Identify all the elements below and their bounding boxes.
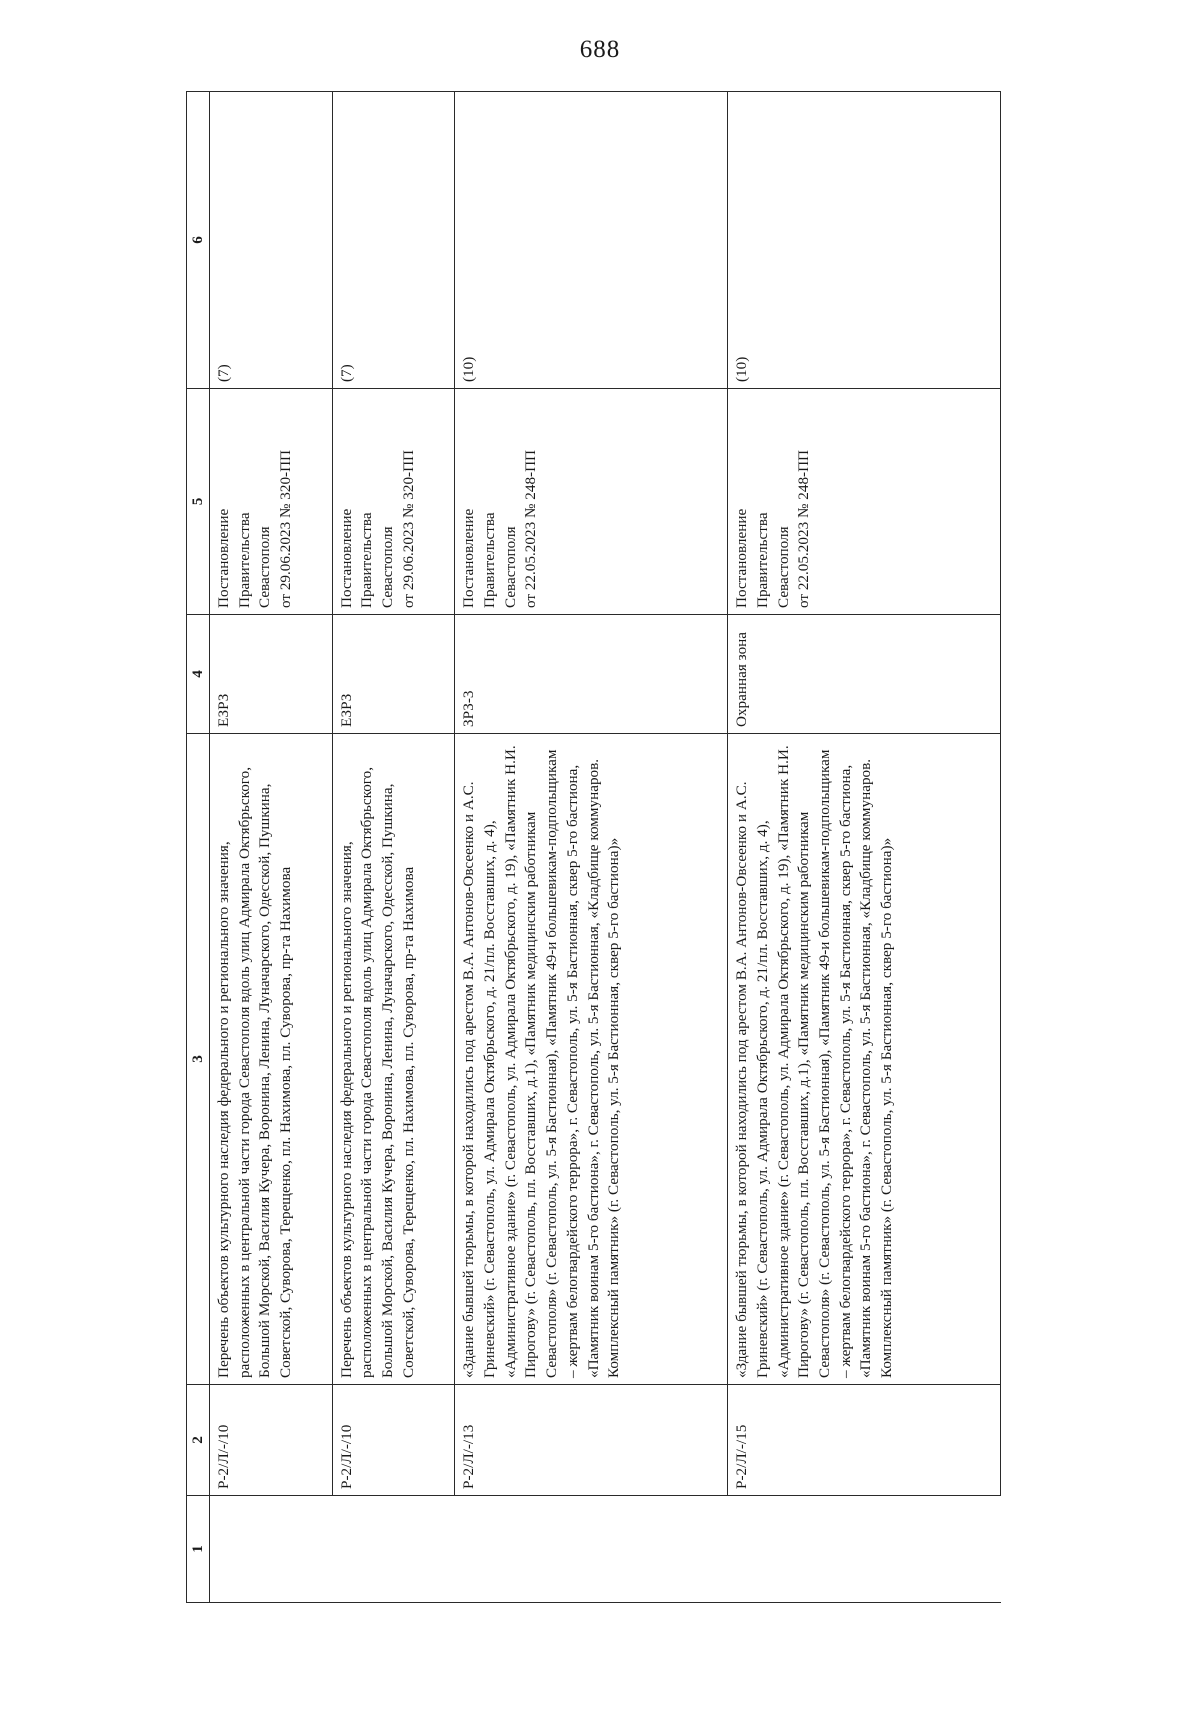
document-line: Постановление (733, 508, 751, 608)
table-row (455, 92, 728, 1603)
document-line: Правительства (358, 512, 376, 608)
row-number-cell (210, 1496, 333, 1603)
row-number-cell (455, 1496, 728, 1603)
code-cell: Р-2/Л/-/10 (210, 1385, 333, 1496)
table-header-row (187, 92, 210, 1603)
objects-table (186, 91, 1001, 1603)
rotated-table-container (186, 98, 1001, 1603)
document-line: Севастополя (501, 526, 519, 608)
document-cell (210, 389, 333, 615)
document-line: Правительства (235, 512, 253, 608)
document-line: от 22.05.2023 № 248-ПП (522, 449, 540, 608)
row-number-cell (332, 1496, 455, 1603)
document-line: Правительства (753, 512, 771, 608)
note-cell: (7) (210, 92, 333, 389)
document-line: от 22.05.2023 № 248-ПП (795, 449, 813, 608)
zone-cell: ЕЗРЗ (332, 615, 455, 734)
row-number-cell (728, 1496, 1001, 1603)
note-cell: (10) (728, 92, 1001, 389)
zone-cell: ЕЗРЗ (210, 615, 333, 734)
document-line: Севастополя (774, 526, 792, 608)
description-cell: «Здание бывшей тюрьмы, в которой находились под арестом В.А. Антонов-Овсеенко и А.С. Гриневский» (г. Севастополь, ул. Адмирала Октябрьского, д. 21/пл. Восставших, д. 4), «Административное здание» (г. Севастополь, ул. Адмирала Октябрьского, д. 19), «Памятник Н.И. Пирогову» (г. Севастополь, пл. Восставших, д.1), «Памятник медицинским работникам Севастополя» (г. Севастополь, ул. 5-я Бастионная), «Памятник 49-и большевикам-подпольщикам – жертвам белогвардейского террора», г. Севастополь, ул. 5-я Бастионная, сквер 5-го бастиона, «Памятник воинам 5-го бастиона», г. Севастополь, ул. 5-я Бастионная, «Кладбище коммунаров. Комплексный памятник» (г. Севастополь, ул. 5-я Бастионная, сквер 5-го бастиона)» (455, 734, 728, 1385)
code-cell: Р-2/Л/-/13 (455, 1385, 728, 1496)
header-col-4: 4 (187, 615, 210, 734)
table-row (332, 92, 455, 1603)
header-col-3: 3 (187, 734, 210, 1385)
header-col-2: 2 (187, 1385, 210, 1496)
code-cell: Р-2/Л/-/10 (332, 1385, 455, 1496)
table-row (210, 92, 333, 1603)
document-line: Постановление (215, 508, 232, 608)
document-line: Постановление (460, 508, 478, 608)
document-line: Севастополя (379, 526, 397, 608)
document-line: от 29.06.2023 № 320-ПП (399, 449, 417, 608)
document-cell (728, 389, 1001, 615)
document-line: Постановление (337, 508, 355, 608)
document-cell (455, 389, 728, 615)
document-cell (332, 389, 455, 615)
header-col-1: 1 (187, 1496, 210, 1603)
note-cell: (7) (332, 92, 455, 389)
description-cell: «Здание бывшей тюрьмы, в которой находились под арестом В.А. Антонов-Овсеенко и А.С. Гриневский» (г. Севастополь, ул. Адмирала Октябрьского, д. 21/пл. Восставших, д. 4), «Административное здание» (г. Севастополь, ул. Адмирала Октябрьского, д. 19), «Памятник Н.И. Пирогову» (г. Севастополь, пл. Восставших, д.1), «Памятник медицинским работникам Севастополя» (г. Севастополь, ул. 5-я Бастионная), «Памятник 49-и большевикам-подпольщикам – жертвам белогвардейского террора», г. Севастополь, ул. 5-я Бастионная, сквер 5-го бастиона, «Памятник воинам 5-го бастиона», г. Севастополь, ул. 5-я Бастионная, «Кладбище коммунаров. Комплексный памятник» (г. Севастополь, ул. 5-я Бастионная, сквер 5-го бастиона)» (728, 734, 1001, 1385)
document-line: от 29.06.2023 № 320-ПП (277, 449, 295, 608)
description-cell: Перечень объектов культурного наследия федерального и регионального значения, расположенных в центральной части города Севастополя вдоль улиц Адмирала Октябрьского, Большой Морской, Василия Кучера, Воронина, Ленина, Луначарского, Одесской, Пушкина, Советской, Суворова, Терещенко, пл. Нахимова, пл. Суворова, пр-та Нахимова (210, 734, 333, 1385)
document-line: Правительства (481, 512, 499, 608)
header-col-6: 6 (187, 92, 210, 389)
note-cell: (10) (455, 92, 728, 389)
page-number: 688 (579, 36, 621, 63)
zone-cell: ЗРЗ-3 (455, 615, 728, 734)
zone-cell: Охранная зона (728, 615, 1001, 734)
description-cell: Перечень объектов культурного наследия федерального и регионального значения, расположенных в центральной части города Севастополя вдоль улиц Адмирала Октябрьского, Большой Морской, Василия Кучера, Воронина, Ленина, Луначарского, Одесской, Пушкина, Советской, Суворова, Терещенко, пл. Нахимова, пл. Суворова, пр-та Нахимова (332, 734, 455, 1385)
code-cell: Р-2/Л/-/15 (728, 1385, 1001, 1496)
table-row (728, 92, 1001, 1603)
document-line: Севастополя (256, 526, 274, 608)
header-col-5: 5 (187, 389, 210, 615)
